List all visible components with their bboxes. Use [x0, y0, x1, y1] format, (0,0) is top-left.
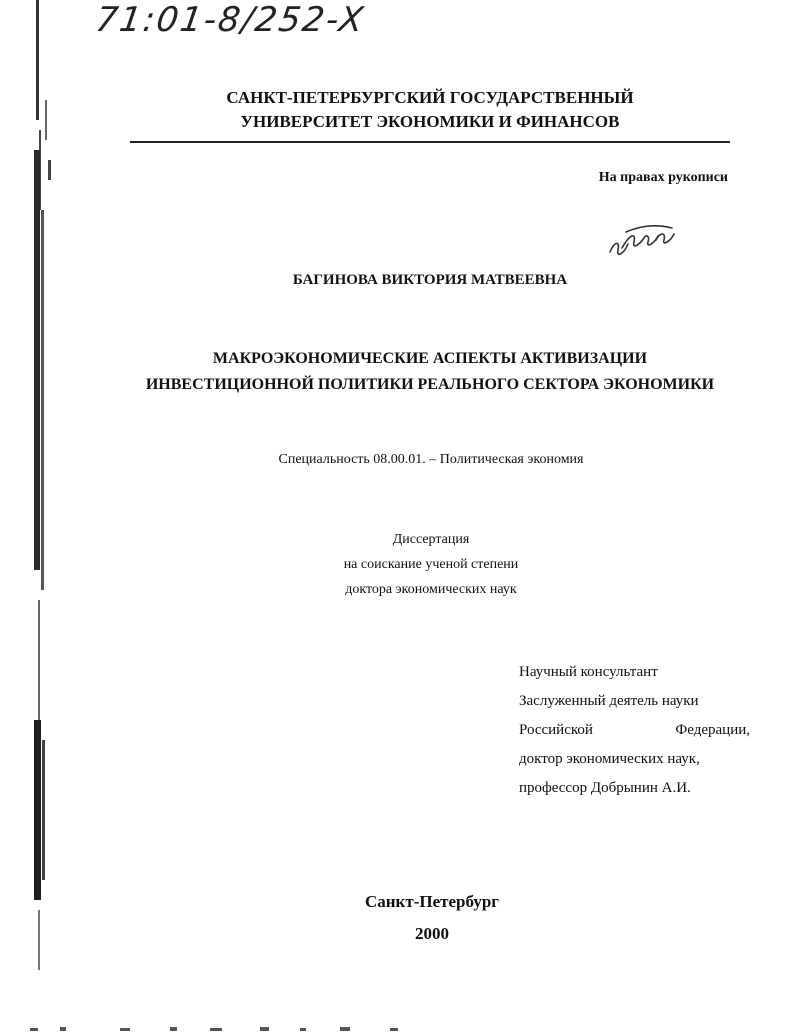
handwritten-signature [606, 218, 678, 262]
header-divider [130, 141, 730, 143]
consultant-line3 [519, 716, 750, 745]
dissertation-type-line1: Диссертация [392, 532, 470, 547]
consultant-line3-part2: Федерации, [675, 722, 750, 738]
scan-bottom-artifact [0, 1024, 420, 1034]
author-name: БАГИНОВА ВИКТОРИЯ МАТВЕЕВНА [292, 272, 568, 288]
consultant-line2: Заслуженный деятель науки [519, 693, 699, 709]
dissertation-type [231, 527, 631, 602]
dissertation-title-line2: ИНВЕСТИЦИОННОЙ ПОЛИТИКИ РЕАЛЬНОГО СЕКТОРА ЭКОНОМИКИ [145, 376, 715, 393]
university-name [130, 86, 730, 134]
consultant-line1: Научный консультант [519, 664, 658, 680]
dissertation-type-line3: доктора экономических наук [345, 582, 517, 597]
university-name-line2: УНИВЕРСИТЕТ ЭКОНОМИКИ И ФИНАНСОВ [240, 112, 620, 131]
city: Санкт-Петербург [364, 892, 500, 911]
consultant-line3-part1: Российской [519, 722, 593, 738]
scientific-consultant [519, 658, 750, 803]
scan-edge-artifact [30, 0, 56, 1034]
handwritten-archive-code: 71:01-8/252-X [93, 0, 368, 40]
manuscript-rights-note: На правах рукописи [598, 170, 728, 185]
university-name-line1: САНКТ-ПЕТЕРБУРГСКИЙ ГОСУДАРСТВЕННЫЙ [226, 88, 634, 107]
year: 2000 [415, 924, 449, 943]
dissertation-title-line1: МАКРОЭКОНОМИЧЕСКИЕ АСПЕКТЫ АКТИВИЗАЦИИ [212, 350, 648, 367]
specialty-line: Специальность 08.00.01. – Политическая экономия [278, 452, 584, 467]
consultant-line4: доктор экономических наук, [519, 751, 700, 767]
dissertation-title [100, 346, 760, 398]
consultant-line5: профессор Добрынин А.И. [519, 780, 691, 796]
dissertation-type-line2: на соискание ученой степени [343, 557, 519, 572]
